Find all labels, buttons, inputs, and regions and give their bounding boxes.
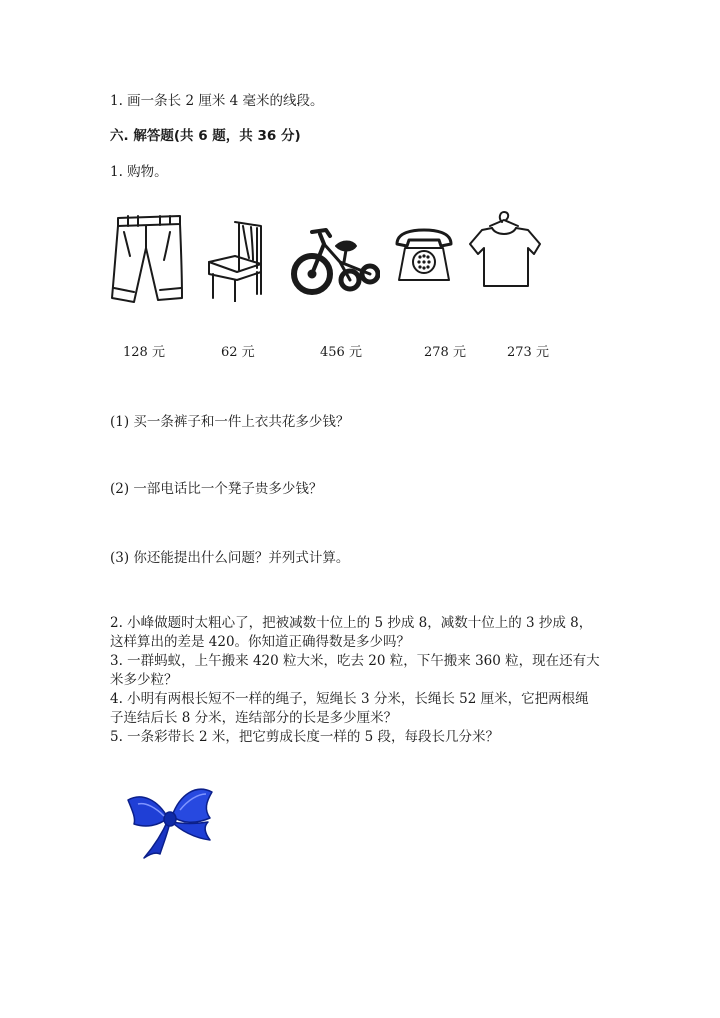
question-4-line-1: 4. 小明有两根长短不一样的绳子，短绳长 3 分米，长绳长 52 厘米，它把两根绳 xyxy=(110,691,589,707)
question-2-line-2: 这样算出的差是 420。你知道正确得数是多少吗？ xyxy=(110,634,411,650)
trousers-icon xyxy=(108,212,188,306)
tricycle-icon xyxy=(290,222,380,298)
question-5-line-1: 5. 一条彩带长 2 米，把它剪成长度一样的 5 段，每段长几分米？ xyxy=(110,729,500,745)
tshirt-icon xyxy=(468,208,542,288)
question-2-line-1: 2. 小峰做题时太粗心了，把被减数十位上的 5 抄成 8，减数十位上的 3 抄成 8， xyxy=(110,615,593,631)
question-4 xyxy=(110,690,610,728)
question-3-line-1: 3. 一群蚂蚁，上午搬来 420 粒大米，吃去 20 粒，下午搬来 360 粒，现在还有大 xyxy=(110,653,600,669)
ribbon-bow-icon xyxy=(124,780,216,862)
chair-icon xyxy=(205,218,267,302)
question-2 xyxy=(110,614,610,652)
section-title: 六. 解答题(共 6 题，共 36 分) xyxy=(110,128,301,144)
subquestion-1: (1) 买一条裤子和一件上衣共花多少钱？ xyxy=(110,414,350,430)
price-telephone: 278 元 xyxy=(424,345,466,360)
subquestion-2: (2) 一部电话比一个凳子贵多少钱？ xyxy=(110,481,323,497)
question-3 xyxy=(110,652,610,690)
question-shopping-title: 1. 购物。 xyxy=(110,164,168,180)
price-tricycle: 456 元 xyxy=(320,345,362,360)
price-trousers: 128 元 xyxy=(123,345,165,360)
subquestion-3: (3) 你还能提出什么问题？并列式计算。 xyxy=(110,550,350,566)
question-5 xyxy=(110,728,610,747)
question-4-line-2: 子连结后长 8 分米，连结部分的长是多少厘米？ xyxy=(110,710,398,726)
price-tshirt: 273 元 xyxy=(507,345,549,360)
price-chair: 62 元 xyxy=(221,345,255,360)
question-3-line-2: 米多少粒？ xyxy=(110,672,178,688)
question-draw-line: 1. 画一条长 2 厘米 4 毫米的线段。 xyxy=(110,93,324,109)
telephone-icon xyxy=(393,226,455,284)
